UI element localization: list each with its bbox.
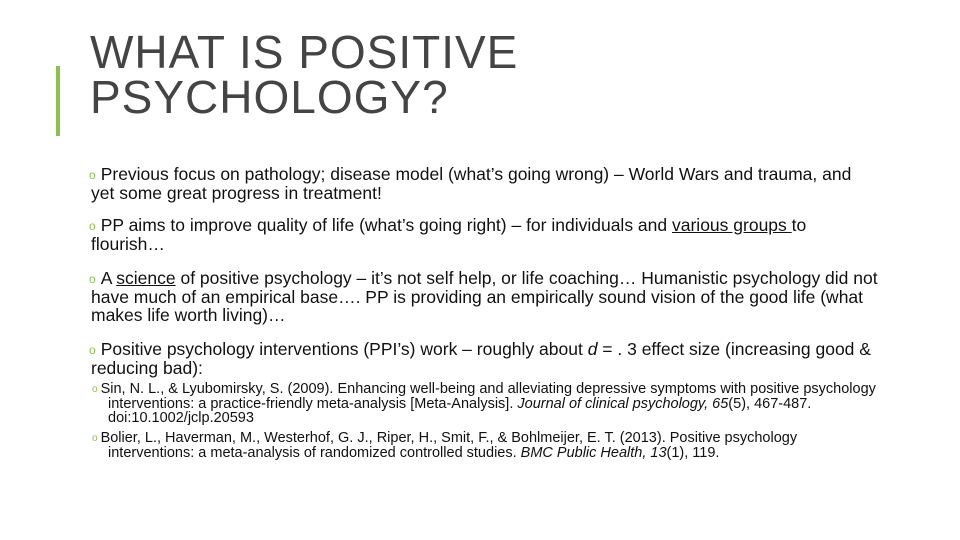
slide-title bbox=[90, 26, 519, 123]
slide-title-line1: WHAT IS POSITIVE bbox=[90, 26, 519, 78]
reference-pages: (5), 467-487. doi:10.1002/jclp.20593 bbox=[108, 396, 812, 426]
bullet-item bbox=[84, 216, 879, 253]
slide-title-line2: PSYCHOLOGY? bbox=[90, 71, 449, 123]
bullet-marker: o bbox=[89, 272, 96, 286]
reference-item bbox=[88, 431, 879, 460]
bullet-text: Previous focus on pathology; disease model (what’s going wrong) – World Wars and trauma, and yet some great progress in treatment! bbox=[91, 164, 852, 203]
reference-journal: Journal of clinical psychology, 65 bbox=[517, 396, 729, 412]
underlined-text: science bbox=[116, 268, 176, 288]
reference-journal: BMC Public Health, 13 bbox=[520, 445, 667, 461]
reference-pages: (1), 119. bbox=[666, 445, 720, 461]
reference-authors: Bolier, L., Haverman, M., Westerhof, G. J., Riper, H., Smit, F., & Bohlmeijer, E. T. (2013). Positive psychology interventions: a meta-analysis of randomized controlled studies. bbox=[100, 430, 798, 461]
bullet-marker: o bbox=[92, 384, 98, 395]
bullet-marker: o bbox=[89, 343, 96, 357]
bullet-marker: o bbox=[92, 433, 98, 444]
bullet-item bbox=[84, 269, 879, 324]
bullet-text: A bbox=[100, 268, 117, 288]
underlined-text: various groups bbox=[672, 215, 792, 235]
bullet-text: PP aims to improve quality of life (what’s going right) – for individuals and bbox=[100, 215, 672, 235]
bullet-marker: o bbox=[89, 168, 96, 182]
reference-list bbox=[84, 382, 879, 460]
bullet-text: of positive psychology – it’s not self help, or life coaching… Humanistic psychology did not have much of an empirical base…. PP is providing an empirically sound vision of the good life (what makes life worth living)… bbox=[91, 268, 878, 325]
bullet-marker: o bbox=[89, 219, 96, 233]
bullet-item bbox=[84, 340, 879, 377]
bullet-item bbox=[84, 165, 879, 202]
bullet-text: to flourish… bbox=[91, 215, 807, 254]
bullet-text: Positive psychology interventions (PPI’s) work – roughly about bbox=[100, 339, 588, 359]
italic-text: d bbox=[587, 339, 598, 359]
bullet-list bbox=[84, 165, 879, 466]
title-accent-bar bbox=[56, 66, 60, 136]
reference-authors: Sin, N. L., & Lyubomirsky, S. (2009). Enhancing well-being and alleviating depressive symptoms with positive psychology interventions: a practice-friendly meta-analysis [Meta-Analysis]. bbox=[100, 381, 876, 412]
bullet-text: = . 3 effect size (increasing good & reducing bad): bbox=[91, 339, 871, 378]
reference-item bbox=[88, 382, 879, 425]
